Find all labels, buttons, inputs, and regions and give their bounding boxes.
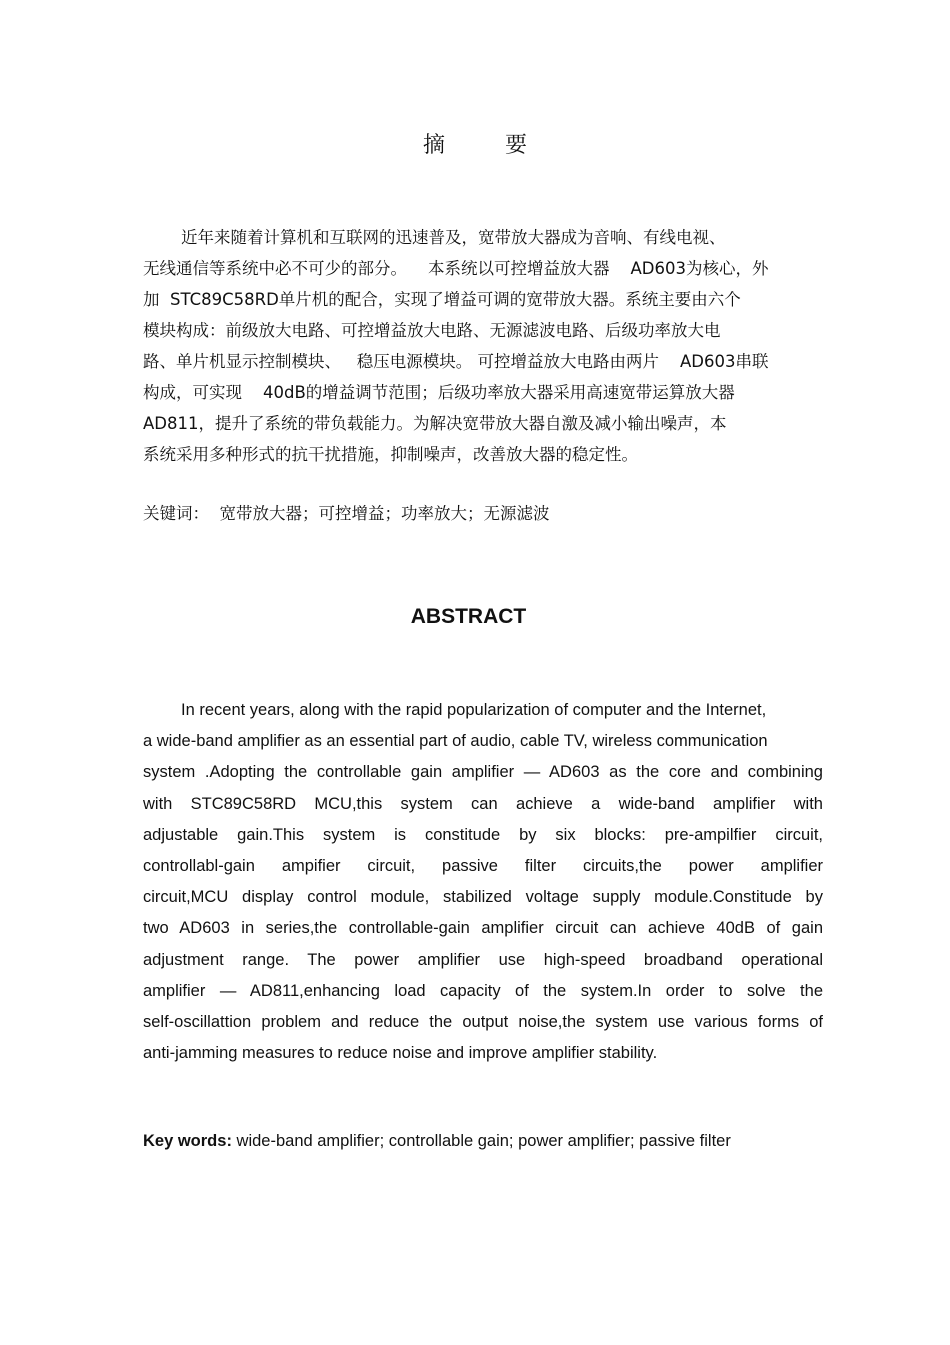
english-abstract-line: adjustment range. The power amplifier use high-speed broadband operational — [143, 950, 823, 969]
chinese-keywords — [143, 500, 833, 528]
english-keywords-label: Key words: — [143, 1132, 232, 1150]
chinese-abstract-line: 加 STC89C58RD单片机的配合，实现了增益可调的宽带放大器。系统主要由六个 — [143, 290, 741, 309]
chinese-abstract-line: 无线通信等系统中必不可少的部分。 本系统以可控增益放大器 AD603为核心，外 — [143, 259, 769, 278]
english-abstract-line: In recent years, along with the rapid popularization of computer and the Internet, — [181, 701, 767, 719]
english-keywords — [143, 1132, 863, 1151]
english-abstract-title: ABSTRACT — [410, 605, 527, 628]
chinese-abstract-title — [0, 128, 950, 159]
english-abstract-line: adjustable gain.This system is constitude by six blocks: pre-ampilfier circuit, — [143, 825, 823, 844]
chinese-keywords-label: 关键词： — [143, 504, 209, 523]
english-abstract-line: anti-jamming measures to reduce noise and improve amplifier stability. — [143, 1044, 658, 1063]
chinese-title-char-1: 摘 — [422, 133, 445, 158]
english-abstract-line: a wide-band amplifier as an essential part of audio, cable TV, wireless communication — [143, 732, 768, 751]
chinese-abstract-line: 近年来随着计算机和互联网的迅速普及，宽带放大器成为音响、有线电视、 — [181, 228, 726, 247]
chinese-keywords-text: 宽带放大器；可控增益；功率放大；无源滤波 — [219, 504, 550, 523]
chinese-abstract-body — [143, 222, 833, 470]
english-abstract-line: circuit,MCU display control module, stabilized voltage supply module.Constitude by — [143, 888, 823, 907]
english-abstract-body — [143, 695, 823, 1069]
chinese-abstract-line: 模块构成：前级放大电路、可控增益放大电路、无源滤波电路、后级功率放大电 — [143, 321, 721, 340]
chinese-title-char-2: 要 — [505, 133, 528, 158]
chinese-abstract-line: 路、单片机显示控制模块、 稳压电源模块。 可控增益放大电路由两片 AD603串联 — [143, 352, 769, 371]
english-abstract-line: amplifier — AD811,enhancing load capacity of the system.In order to solve the — [143, 981, 823, 1000]
chinese-abstract-line: AD811，提升了系统的带负载能力。为解决宽带放大器自激及减小输出噪声，本 — [143, 414, 727, 433]
english-abstract-line: self-oscillattion problem and reduce the output noise,the system use various forms of — [143, 1012, 823, 1031]
chinese-abstract-line: 构成，可实现 40dB的增益调节范围；后级功率放大器采用高速宽带运算放大器 — [143, 383, 735, 402]
chinese-abstract-line: 系统采用多种形式的抗干扰措施，抑制噪声，改善放大器的稳定性。 — [143, 445, 638, 464]
english-abstract-line: with STC89C58RD MCU,this system can achieve a wide-band amplifier with — [143, 794, 823, 813]
english-keywords-text: wide-band amplifier; controllable gain; power amplifier; passive filter — [236, 1132, 731, 1150]
english-abstract-line: system .Adopting the controllable gain amplifier — AD603 as the core and combining — [143, 763, 823, 782]
english-abstract-line: controllabl-gain ampifier circuit, passive filter circuits,the power amplifier — [143, 856, 823, 875]
english-abstract-line: two AD603 in series,the controllable-gain amplifier circuit can achieve 40dB of gain — [143, 919, 823, 938]
